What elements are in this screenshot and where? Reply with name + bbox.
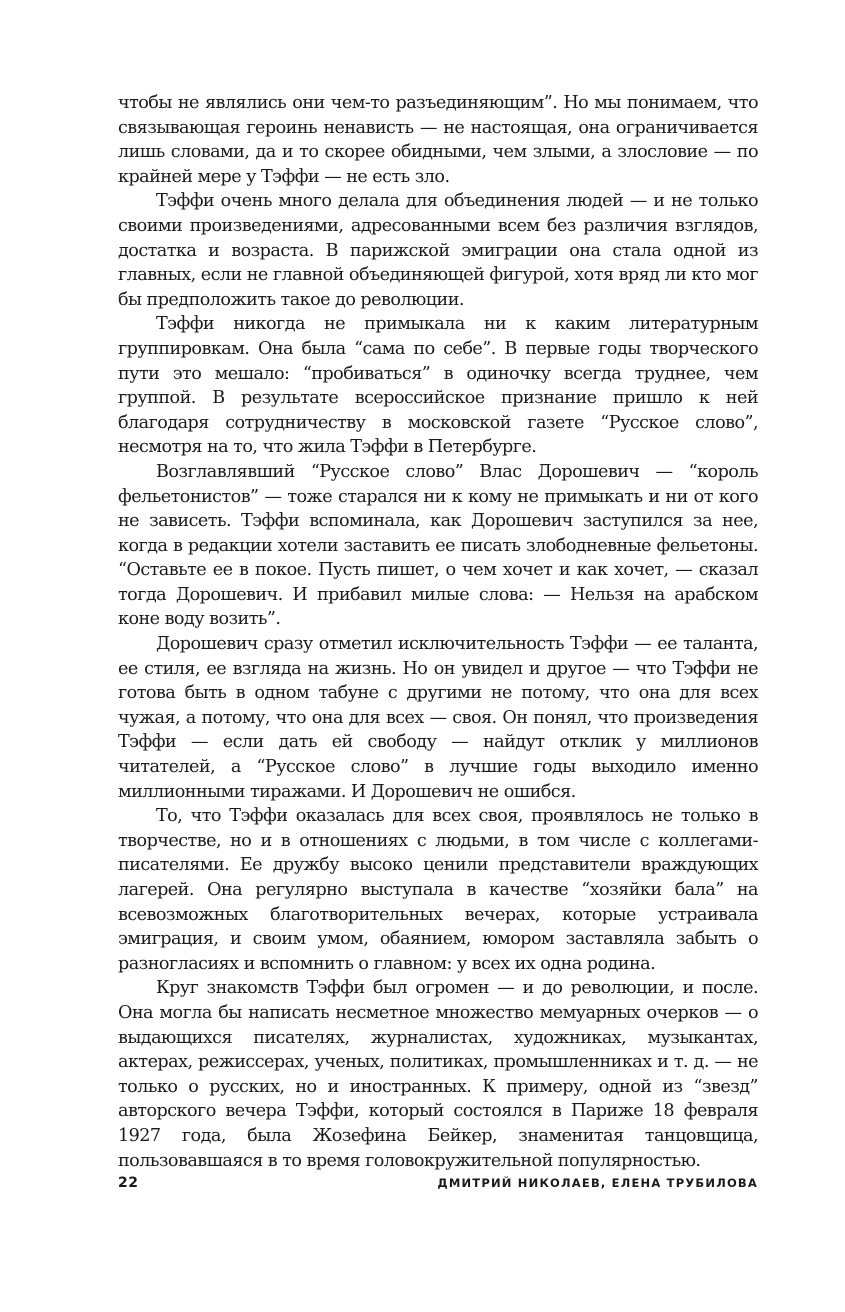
paragraph-5: Дорошевич сразу отметил исключительность Тэффи — ее таланта, ее стиля, ее взгляда на жизнь. Но он увидел и другое — что Тэффи не готова быть в одном табуне с другими не потому, что она для всех чужая, а потому, что она для всех — своя. Он понял, что произведения Тэффи — если дать ей свободу — найдут отклик у миллионов читателей, а “Русское слово” в лучшие годы выходило именно миллионными тиражами. И Дорошевич не ошибся. xyxy=(118,634,758,802)
running-title-authors: ДМИТРИЙ НИКОЛАЕВ, ЕЛЕНА ТРУБИЛОВА xyxy=(437,1176,758,1190)
paragraph-6: То, что Тэффи оказалась для всех своя, проявлялось не только в творчестве, но и в отношениях с людьми, в том числе с коллегами-писателями. Ее дружбу высоко ценили представители враждующих лагерей. Она регулярно выступала в качестве “хозяйки бала” на всевозможных благотворительных вечерах, которые устраивала эмиграция, и своим умом, обаянием, юмором заставляла забыть о разногласиях и вспомнить о главном: у всех их одна родина. xyxy=(118,806,758,974)
paragraph-1: чтобы не являлись они чем-то разъединяющим”. Но мы понимаем, что связывающая героинь ненависть — не настоящая, она ограничивается лишь словами, да и то скорее обидными, чем злыми, а злословие — по крайней мере у Тэффи — не есть зло. xyxy=(118,93,758,187)
paragraph-2: Тэффи очень много делала для объединения людей — и не только своими произведениями, адресованными всем без различия взглядов, достатка и возраста. В парижской эмиграции она стала одной из главных, если не главной объединяющей фигурой, хотя вряд ли кто мог бы предположить такое до революции. xyxy=(118,191,758,310)
page-footer xyxy=(118,1175,758,1195)
page-number: 22 xyxy=(118,1175,139,1191)
paragraph-3: Тэффи никогда не примыкала ни к каким литературным группировкам. Она была “сама по себе”. В первые годы творческого пути это мешало: “пробиваться” в одиночку всегда труднее, чем группой. В результате всероссийское признание пришло к ней благодаря сотрудничеству в московской газете “Русское слово”, несмотря на то, что жила Тэффи в Петербурге. xyxy=(118,314,758,458)
paragraph-4: Возглавлявший “Русское слово” Влас Дорошевич — “король фельетонистов” — тоже старался ни к кому не примыкать и ни от кого не зависеть. Тэффи вспоминала, как Дорошевич заступился за нее, когда в редакции хотели заставить ее писать злободневные фельетоны. “Оставьте ее в покое. Пусть пишет, о чем хочет и как хочет, — сказал тогда Дорошевич. И прибавил милые слова: — Нельзя на арабском коне воду возить”. xyxy=(118,461,758,630)
book-page-body xyxy=(118,91,758,1173)
paragraph-7: Круг знакомств Тэффи был огромен — и до революции, и после. Она могла бы написать несметное множество мемуарных очерков — о выдающихся писателях, журналистах, художниках, музыкантах, актерах, режиссерах, ученых, политиках, промышленниках и т. д. — не только о русских, но и иностранных. К примеру, одной из “звезд” авторского вечера Тэффи, который состоялся в Париже 18 февраля 1927 года, была Жозефина Бейкер, знаменитая танцовщица, пользовавшаяся в то время головокружительной популярностью. xyxy=(118,978,758,1171)
